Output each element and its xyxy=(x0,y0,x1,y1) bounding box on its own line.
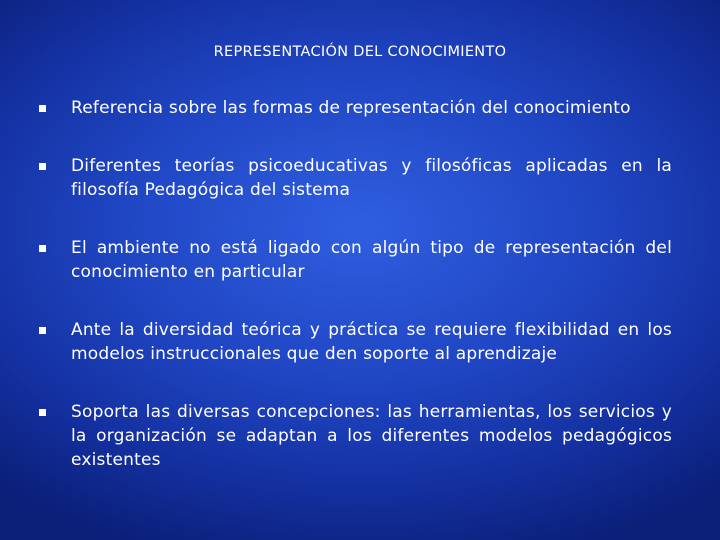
bullet-text: Diferentes teorías psicoeducativas y filosóficas aplicadas en la filosofía Pedagógica del sistema xyxy=(71,156,672,200)
bullet-item xyxy=(38,236,672,284)
bullet-item xyxy=(38,154,672,202)
square-bullet-icon xyxy=(39,245,46,252)
square-bullet-icon xyxy=(39,105,46,112)
square-bullet-icon xyxy=(39,409,46,416)
bullet-item xyxy=(38,318,672,366)
square-bullet-icon xyxy=(39,327,46,334)
bullet-text: Referencia sobre las formas de representación del conocimiento xyxy=(71,98,631,118)
square-bullet-icon xyxy=(39,163,46,170)
slide-title: REPRESENTACIÓN DEL CONOCIMIENTO xyxy=(213,44,507,60)
bullet-item xyxy=(38,400,672,472)
bullet-list xyxy=(38,96,672,472)
bullet-text: Soporta las diversas concepciones: las herramientas, los servicios y la organización se adaptan a los diferentes modelos pedagógicos existentes xyxy=(71,402,672,470)
bullet-item xyxy=(38,96,672,120)
bullet-text: Ante la diversidad teórica y práctica se requiere flexibilidad en los modelos instruccionales que den soporte al aprendizaje xyxy=(71,320,672,364)
bullet-text: El ambiente no está ligado con algún tipo de representación del conocimiento en particular xyxy=(71,238,672,282)
